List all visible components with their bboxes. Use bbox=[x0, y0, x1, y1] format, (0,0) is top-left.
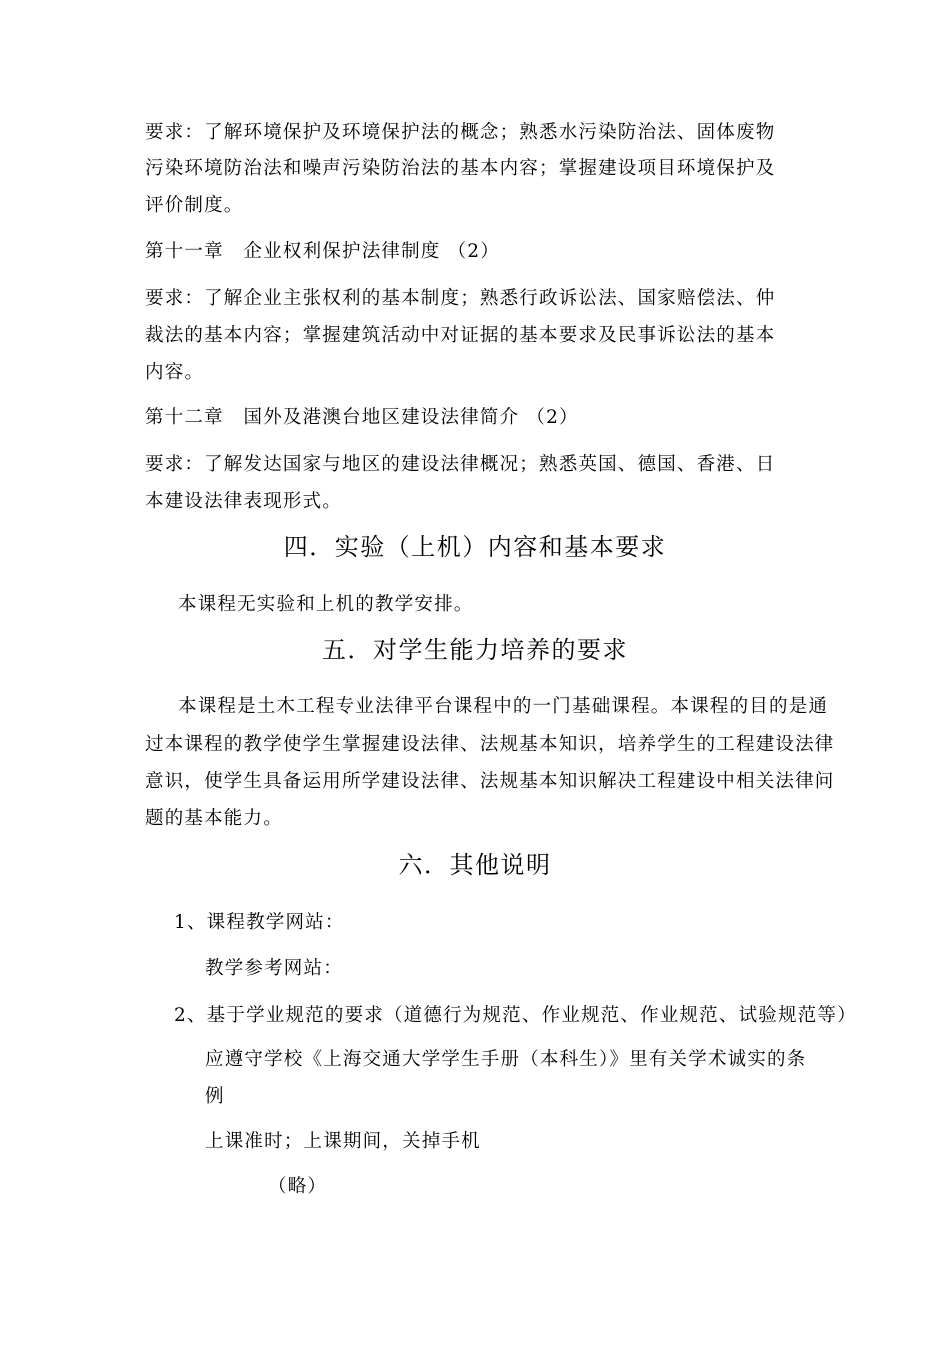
ch11-requirement-line-1: 要求：了解企业主张权利的基本制度；熟悉行政诉讼法、国家赔偿法、仲 bbox=[145, 288, 776, 309]
section-4-text: 本课程无实验和上机的教学安排。 bbox=[178, 594, 474, 615]
ch10-requirement-line-1: 要求：了解环境保护及环境保护法的概念；熟悉水污染防治法、固体废物 bbox=[145, 122, 776, 143]
section-6-omitted: （略） bbox=[268, 1176, 328, 1197]
ch12-title: 第十二章 国外及港澳台地区建设法律简介 （2） bbox=[145, 407, 579, 428]
ch12-requirement-line-1: 要求：了解发达国家与地区的建设法律概况；熟悉英国、德国、香港、日 bbox=[145, 454, 776, 475]
section-5-line-1: 本课程是土木工程专业法律平台课程中的一门基础课程。本课程的目的是通 bbox=[178, 696, 829, 717]
section-5-line-2: 过本课程的教学使学生掌握建设法律、法规基本知识，培养学生的工程建设法律 bbox=[145, 734, 835, 755]
section-6-item-2-line-3: 上课准时；上课期间，关掉手机 bbox=[205, 1131, 481, 1152]
section-4-heading: 四．实验（上机）内容和基本要求 bbox=[283, 533, 667, 561]
ch10-requirement-line-3: 评价制度。 bbox=[145, 195, 244, 216]
ch11-requirement-line-2: 裁法的基本内容；掌握建筑活动中对证据的基本要求及民事诉讼法的基本 bbox=[145, 325, 776, 346]
section-6-item-2-line-2: 例 bbox=[205, 1086, 225, 1107]
section-6-item-1: 1、课程教学网站： bbox=[174, 912, 345, 933]
section-6-heading: 六．其他说明 bbox=[398, 851, 552, 879]
ch11-requirement-line-3: 内容。 bbox=[145, 362, 205, 383]
section-6-item-2: 2、基于学业规范的要求（道德行为规范、作业规范、作业规范、试验规范等） bbox=[174, 1005, 857, 1026]
ch10-requirement-line-2: 污染环境防治法和噪声污染防治法的基本内容；掌握建设项目环境保护及 bbox=[145, 158, 776, 179]
ch12-requirement-line-2: 本建设法律表现形式。 bbox=[145, 491, 343, 512]
section-6-item-1-sub: 教学参考网站： bbox=[205, 958, 343, 979]
section-5-line-3: 意识，使学生具备运用所学建设法律、法规基本知识解决工程建设中相关法律问 bbox=[145, 771, 835, 792]
section-5-heading: 五．对学生能力培养的要求 bbox=[322, 636, 628, 664]
ch11-title: 第十一章 企业权利保护法律制度 （2） bbox=[145, 241, 500, 262]
section-6-item-2-line-1: 应遵守学校《上海交通大学学生手册（本科生）》里有关学术诚实的条 bbox=[205, 1049, 807, 1070]
section-5-line-4: 题的基本能力。 bbox=[145, 808, 283, 829]
